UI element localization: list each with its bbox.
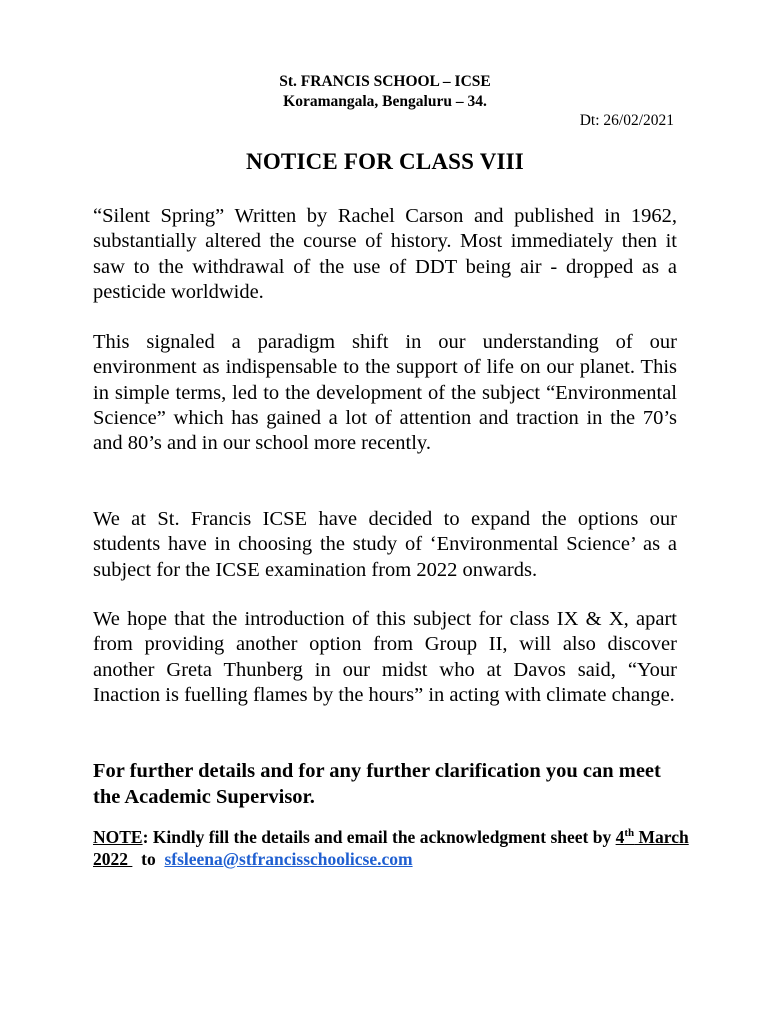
note-label: NOTE [93,827,143,847]
note-text: Kindly fill the details and email the acknowledgment sheet by [148,827,616,847]
deadline-month-year: March 2022 [93,827,689,869]
deadline-day-suffix: th [624,827,635,840]
note-section [93,826,693,870]
school-name: St. FRANCIS SCHOOL – ICSE [279,73,491,90]
note-colon: : [142,827,149,847]
notice-date: Dt: 26/02/2021 [579,112,674,129]
notice-title: NOTICE FOR CLASS VIII [246,149,524,174]
note-to: to [132,849,165,869]
deadline-day: 4 [615,827,625,847]
paragraph-3: We at St. Francis ICSE have decided to expand the options our students have in choosing the study of ‘Environmental Science’ as a subject for the ICSE examination from 2022 onwards. [93,508,677,581]
letterhead [0,72,770,112]
email-link[interactable]: sfsleena@stfrancisschoolicse.com [164,849,413,869]
paragraph-4: We hope that the introduction of this subject for class IX & X, apart from providing another option from Group II, will also discover another Greta Thunberg in our midst who at Davos said, “Your Inaction is fuelling flames by the hours” in acting with climate change. [93,608,677,706]
further-details: For further details and for any further clarification you can meet the Academic Supervisor. [93,760,661,808]
paragraph-2: This signaled a paradigm shift in our understanding of our environment as indispensable to the support of life on our planet. This in simple terms, led to the development of the subject “Environmental Science” which has gained a lot of attention and traction in the 70’s and 80’s and in our school more recently. [93,331,677,455]
school-address: Koramangala, Bengaluru – 34. [283,93,487,110]
paragraph-1: “Silent Spring” Written by Rachel Carson and published in 1962, substantially altered the course of history. Most immediately then it saw to the withdrawal of the use of DDT being air - dropped as a pesticide worldwide. [93,205,677,303]
